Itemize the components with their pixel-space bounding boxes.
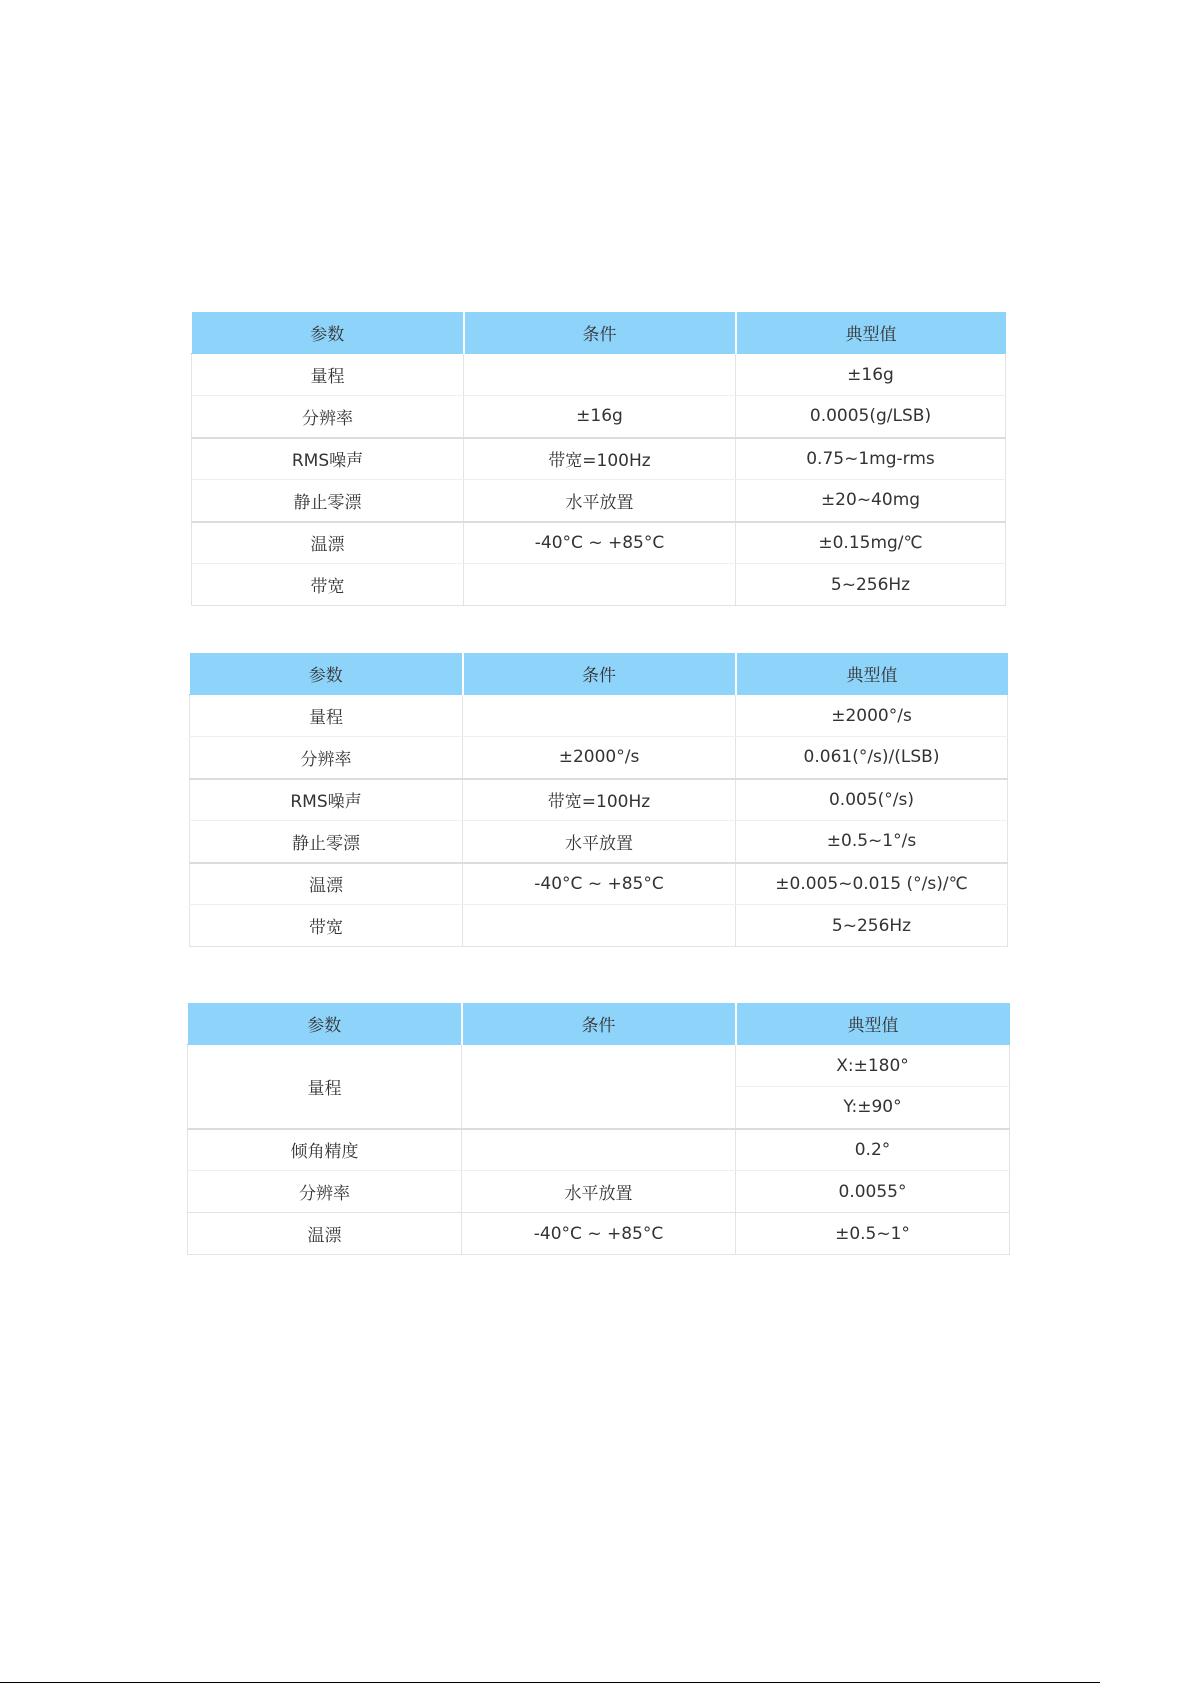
param-cell: 温漂 [188, 1213, 462, 1255]
condition-cell: 带宽=100Hz [464, 438, 736, 480]
param-cell: RMS噪声 [190, 779, 463, 821]
value-cell: 0.75~1mg-rms [736, 438, 1006, 480]
param-cell: 倾角精度 [188, 1129, 462, 1171]
header-value: 典型值 [736, 653, 1008, 695]
value-cell-y: Y:±90° [736, 1087, 1010, 1129]
condition-cell: -40°C ~ +85°C [463, 863, 736, 905]
table-row [190, 695, 1008, 737]
condition-cell: -40°C ~ +85°C [462, 1213, 736, 1255]
header-param: 参数 [192, 312, 464, 354]
value-cell: ±16g [736, 354, 1006, 396]
header-param: 参数 [190, 653, 463, 695]
param-cell: RMS噪声 [192, 438, 464, 480]
param-cell: 分辨率 [192, 396, 464, 438]
table-row [192, 354, 1006, 396]
header-condition: 条件 [464, 312, 736, 354]
value-cell: 0.005(°/s) [736, 779, 1008, 821]
value-cell: 5~256Hz [736, 564, 1006, 606]
header-value: 典型值 [736, 1003, 1010, 1045]
param-cell: 分辨率 [190, 737, 463, 779]
value-cell: ±20~40mg [736, 480, 1006, 522]
value-cell-x: X:±180° [736, 1045, 1010, 1087]
value-cell: 0.0005(g/LSB) [736, 396, 1006, 438]
header-param: 参数 [188, 1003, 462, 1045]
param-cell: 温漂 [192, 522, 464, 564]
condition-cell: ±2000°/s [463, 737, 736, 779]
page-bottom-rule [0, 1682, 1100, 1683]
condition-cell: -40°C ~ +85°C [464, 522, 736, 564]
value-cell: ±0.15mg/℃ [736, 522, 1006, 564]
table-row [188, 1213, 1010, 1255]
table-row [192, 438, 1006, 480]
header-condition: 条件 [462, 1003, 736, 1045]
value-cell: ±2000°/s [736, 695, 1008, 737]
condition-cell [464, 564, 736, 606]
table-row [192, 396, 1006, 438]
header-condition: 条件 [463, 653, 736, 695]
table-row [188, 1045, 1010, 1087]
value-cell: 0.0055° [736, 1171, 1010, 1213]
condition-cell: 水平放置 [464, 480, 736, 522]
condition-cell [462, 1129, 736, 1171]
table-row [190, 863, 1008, 905]
condition-cell: 水平放置 [462, 1171, 736, 1213]
table-row [188, 1129, 1010, 1171]
inclinometer-spec-table [187, 1002, 1010, 1255]
table-row [192, 564, 1006, 606]
condition-cell: ±16g [464, 396, 736, 438]
param-cell: 量程 [192, 354, 464, 396]
table-header-row [190, 653, 1008, 695]
param-cell: 带宽 [190, 905, 463, 947]
gyroscope-spec-table [189, 652, 1008, 947]
value-cell: ±0.5~1° [736, 1213, 1010, 1255]
table-row [190, 821, 1008, 863]
value-cell: ±0.5~1°/s [736, 821, 1008, 863]
value-cell: ±0.005~0.015 (°/s)/℃ [736, 863, 1008, 905]
condition-cell [463, 695, 736, 737]
param-cell: 静止零漂 [192, 480, 464, 522]
table-row [190, 905, 1008, 947]
param-cell: 静止零漂 [190, 821, 463, 863]
condition-cell [462, 1045, 736, 1129]
value-cell: 0.061(°/s)/(LSB) [736, 737, 1008, 779]
value-cell: 0.2° [736, 1129, 1010, 1171]
condition-cell [464, 354, 736, 396]
table-header-row [192, 312, 1006, 354]
accelerometer-spec-table [191, 311, 1006, 606]
table-row [192, 480, 1006, 522]
param-cell: 量程 [190, 695, 463, 737]
table-row [188, 1171, 1010, 1213]
value-cell: 5~256Hz [736, 905, 1008, 947]
param-cell: 分辨率 [188, 1171, 462, 1213]
condition-cell [463, 905, 736, 947]
param-cell: 温漂 [190, 863, 463, 905]
param-cell: 带宽 [192, 564, 464, 606]
table-row [190, 779, 1008, 821]
table-row [192, 522, 1006, 564]
table-header-row [188, 1003, 1010, 1045]
table-row [190, 737, 1008, 779]
param-cell: 量程 [188, 1045, 462, 1129]
condition-cell: 带宽=100Hz [463, 779, 736, 821]
condition-cell: 水平放置 [463, 821, 736, 863]
header-value: 典型值 [736, 312, 1006, 354]
